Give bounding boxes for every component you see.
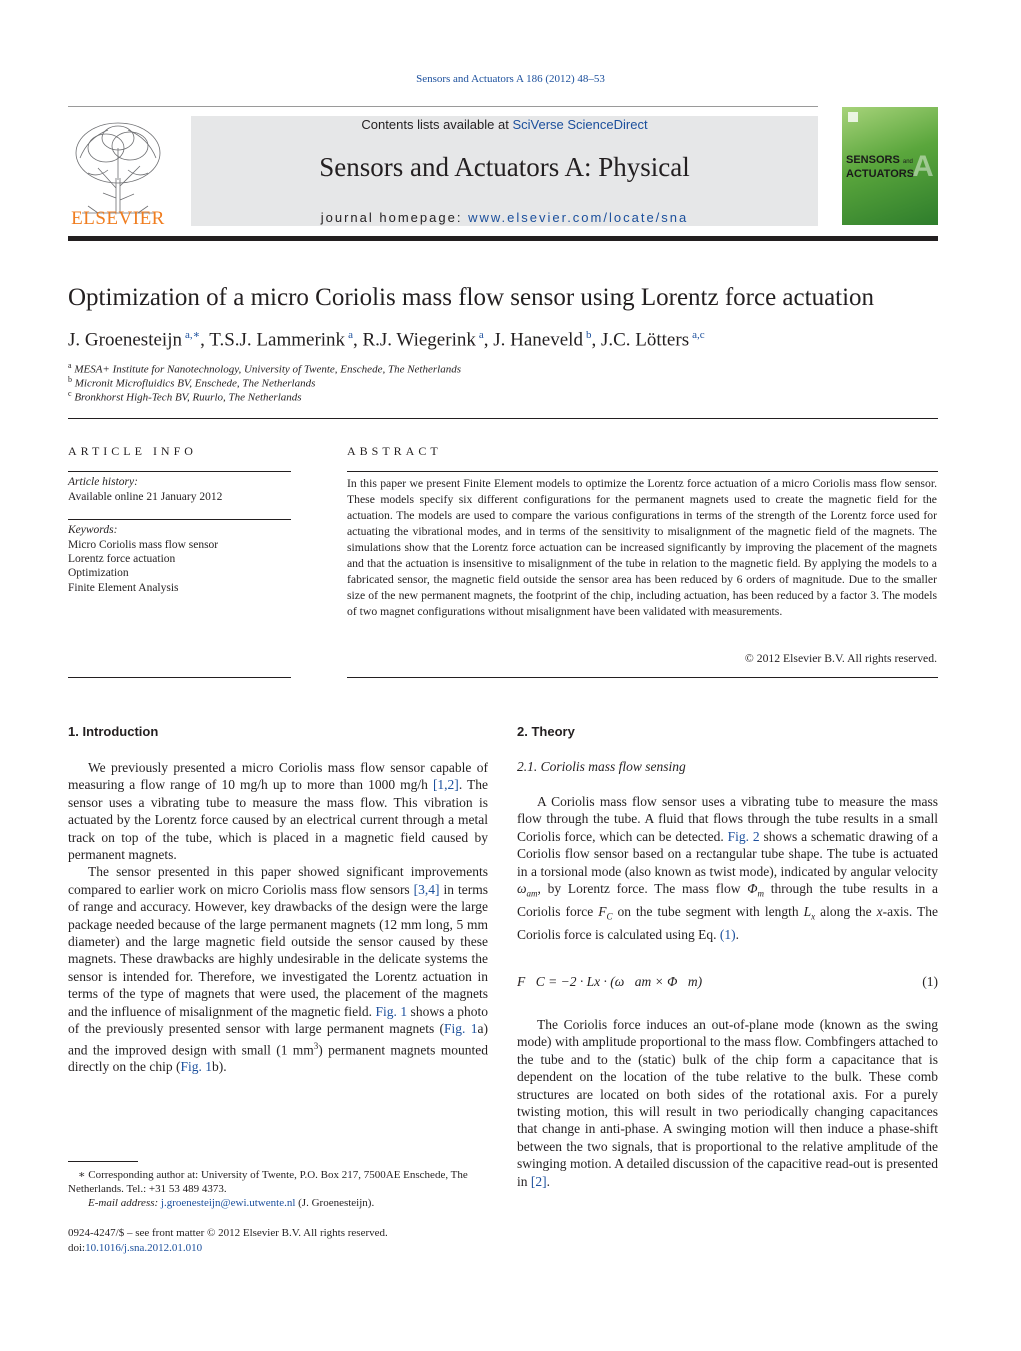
- abstract-rule: [347, 471, 938, 472]
- theory-subheading: 2.1. Coriolis mass flow sensing: [517, 759, 686, 774]
- abstract-copyright: © 2012 Elsevier B.V. All rights reserved.: [744, 652, 937, 665]
- contents-prefix: Contents lists available at: [361, 117, 513, 132]
- article-info-rule: [68, 471, 291, 472]
- cover-letter: A: [912, 150, 934, 183]
- author-name: J. Groenesteijn: [68, 329, 182, 351]
- author-separator: ,: [483, 329, 494, 351]
- history-value: Available online 21 January 2012: [68, 491, 223, 503]
- figure-link[interactable]: Fig. 1: [444, 1021, 478, 1037]
- theory-paragraph-2: The Coriolis force induces an out-of-plane mode (known as the swing mode) with amplitude proportional to the mass flow. Combfingers attached to the tube and to the (static) bulk of the chip form a capacitance that is dependent on the location of the tube relative to the bulk. These comb structures are located on both sides of the rotational axis. For a purely twisting motion, this will result in two periodically changing capacitances that change in anti-phase. A swinging motion will then induce a phase-shift between the two signals, that is proportional to the relative amplitude of the swinging motion. A detailed discussion of the capacitive read-out is presented in [2].: [517, 1017, 938, 1189]
- footnote-rule: [68, 1161, 138, 1162]
- cover-title-line1: SENSORS and: [846, 154, 913, 166]
- affiliation-divider: [68, 418, 938, 419]
- theory-paragraph-1: A Coriolis mass flow sensor uses a vibrating tube to measure the mass flow through the tube. A fluid that flows through the tube results in a small Coriolis force, which can be detected. Fig. 2 shows a schematic drawing of a Coriolis flow sensor based on a rectangular tube shape. The tube is actuated in a torsional mode (also known as twist mode), indicated by angular velocity $\omega_{am}$, by Lorentz force. The mass flow $\Phi_m$ through the tube results in a Coriolis force $F_C$ on the tube segment with length $L_x$ along the x-axis. The Coriolis force is calculated using Eq. (1).: [517, 794, 938, 943]
- ref-link[interactable]: [2]: [530, 1173, 547, 1189]
- issn-line: 0924-4247/$ – see front matter © 2012 Elsevier B.V. All rights reserved.: [68, 1227, 388, 1239]
- author-separator: ,: [591, 329, 601, 351]
- abstract-text: In this paper we present Finite Element models to optimize the Lorentz force actuation of a micro Coriolis mass flow sensor. These models specify six different configurations for the permanent magnets used to create the magnetic field for the actuation. The models are used to compare the various configurations in terms of the strength of the Lorentz force used for actuating the vibrational modes, and in terms of the sensitivity to misalignment of the magnetic field of the magnets. The simulations show that the Lorentz force actuation can be increased significantly by improving the placement of the magnets and that the actuation is insensitive to misalignment of the tube in relation to the magnetic field. By applying the models to a fabricated sensor, the magnetic field outside the sensor area has been reduced by 6 orders of magnitude. Due to the smaller size of the new permanent magnets, the footprint of the chip, including actuation, has been reduced by a factor 3. The models of two magnet configurations without misalignment have been validated with measurements.: [347, 477, 937, 618]
- article-title: Optimization of a micro Coriolis mass flow sensor using Lorentz force actuation: [68, 284, 875, 311]
- abstract-heading: ABSTRACT: [347, 444, 442, 458]
- cover-title: [846, 154, 916, 180]
- equation-link[interactable]: (1): [719, 927, 736, 943]
- introduction-heading: 1. Introduction: [68, 724, 159, 739]
- equation-1: [517, 974, 938, 990]
- keyword: Finite Element Analysis: [68, 582, 179, 594]
- author-affiliation-marker[interactable]: b: [585, 329, 592, 341]
- author-email-link[interactable]: j.groenesteijn@ewi.utwente.nl: [160, 1197, 296, 1209]
- history-label: Article history:: [68, 476, 138, 488]
- author-name: J.C. Lötters: [600, 329, 690, 351]
- cover-title-line2: ACTUATORS: [846, 168, 915, 180]
- affiliation-b: $^b$ Micronit Microfluidics BV, Enschede, The Netherlands: [68, 375, 316, 390]
- author-name: R.J. Wiegerink: [362, 329, 476, 351]
- author-separator: ,: [352, 329, 363, 351]
- author-name: J. Haneveld: [493, 329, 583, 351]
- figure-link[interactable]: Fig. 1: [180, 1059, 212, 1075]
- intro-paragraph-2: The sensor presented in this paper showed significant improvements compared to earlier work on micro Coriolis mass flow sensors [3,4] in terms of range and accuracy. However, key drawbacks of the design were the large package needed because of the large permanent magnets (12 mm long, 5 mm diameter) and the large magnetic field outside the sensor caused by these magnets. These drawbacks are highly undesirable in the delicate systems the sensor is intended for. Therefore, we investigated the Lorentz actuation in terms of the type of magnets that were used, the placement of the magnets and the influence of misalignment of the magnetic field. Fig. 1 shows a photo of the previously presented sensor with large permanent magnets (Fig. 1a) and the improved design with small (1 $mm^3$) permanent magnets mounted directly on the chip (Fig. 1b).: [68, 864, 488, 1075]
- journal-homepage: [191, 210, 818, 225]
- introduction-body: [68, 759, 488, 1076]
- author-name: T.S.J. Lammerink: [209, 329, 346, 351]
- figure-link[interactable]: Fig. 2: [727, 828, 760, 844]
- journal-citation[interactable]: Sensors and Actuators A 186 (2012) 48–53: [416, 73, 605, 85]
- theory-heading: 2. Theory: [517, 724, 575, 739]
- author-affiliation-marker[interactable]: a,∗: [184, 329, 201, 341]
- keywords-label: Keywords:: [68, 524, 118, 536]
- email-note: E-mail address: j.groenesteijn@ewi.utwente.nl (J. Groenesteijn).: [88, 1197, 375, 1209]
- article-info-heading: ARTICLE INFO: [68, 444, 197, 458]
- affiliation-c: $^c$ Bronkhorst High-Tech BV, Ruurlo, The Netherlands: [68, 389, 302, 404]
- doi-link[interactable]: 10.1016/j.sna.2012.01.010: [85, 1242, 203, 1254]
- intro-paragraph-1: We previously presented a micro Coriolis mass flow sensor capable of measuring a flow range of 10 mg/h up to more than 1000 mg/h [1,2]. The sensor uses a vibrating tube to measure the mass flow. This vibration is actuated by the Lorentz force caused by an electrical current through a metal track on top of the tube, which is placed in a magnetic field caused by permanent magnets.: [68, 760, 488, 863]
- author-affiliation-marker[interactable]: a: [478, 329, 484, 341]
- header-thick-rule: [68, 236, 938, 241]
- sciencedirect-link[interactable]: SciVerse ScienceDirect: [512, 117, 648, 132]
- homepage-link[interactable]: www.elsevier.com/locate/sna: [468, 210, 689, 225]
- author-affiliation-marker[interactable]: a: [348, 329, 353, 341]
- figure-link[interactable]: Fig. 1: [375, 1003, 408, 1019]
- ref-link[interactable]: [3,4]: [413, 881, 440, 897]
- keywords-rule: [68, 519, 291, 520]
- contents-availability: [191, 117, 818, 132]
- elsevier-wordmark: ELSEVIER: [71, 208, 165, 229]
- doi-line: doi:10.1016/j.sna.2012.01.010: [68, 1242, 203, 1254]
- author-list: [68, 328, 948, 351]
- corresponding-author-note: ∗ Corresponding author at: University of Twente, P.O. Box 217, 7500AE Enschede, The Netherlands. Tel.: +31 53 489 4373.: [68, 1169, 468, 1195]
- affiliation-a: $^a$ MESA+ Institute for Nanotechnology, University of Twente, Enschede, The Netherlands: [68, 361, 461, 376]
- article-info-bottom-rule: [68, 677, 291, 678]
- equation-number: (1): [922, 974, 938, 989]
- keyword: Optimization: [68, 567, 129, 579]
- author-separator: ,: [200, 329, 210, 351]
- ref-link[interactable]: [1,2]: [432, 777, 459, 793]
- equation-expression: F⃗C = −2 · Lx · (ω⃗am × Φ⃗m): [517, 974, 703, 989]
- homepage-prefix: journal homepage:: [320, 210, 469, 225]
- header-divider: [68, 106, 818, 107]
- abstract-bottom-rule: [347, 677, 938, 678]
- author-affiliation-marker[interactable]: a,c: [692, 329, 705, 341]
- cover-publisher-mark: [848, 112, 858, 122]
- keyword: Lorentz force actuation: [68, 553, 176, 565]
- keyword: Micro Coriolis mass flow sensor: [68, 539, 219, 551]
- journal-title: Sensors and Actuators A: Physical: [319, 152, 690, 182]
